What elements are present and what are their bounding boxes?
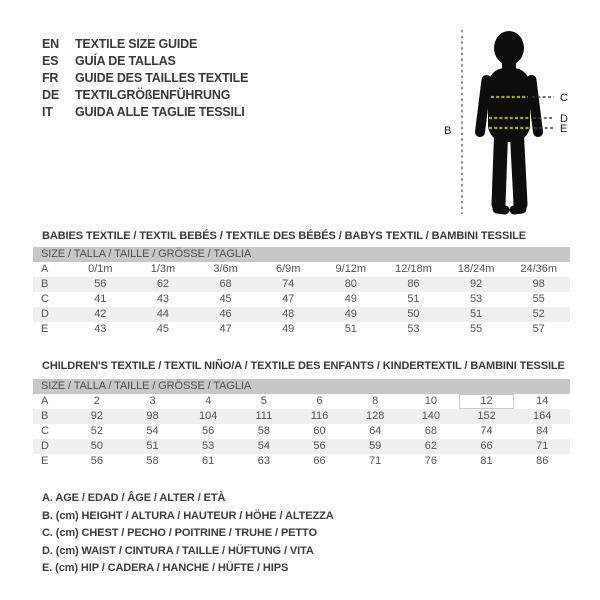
table-row	[33, 262, 570, 277]
child-measurement-figure	[440, 18, 590, 230]
table-cell: 0/1m	[88, 263, 113, 275]
table-cell: 57	[532, 323, 545, 335]
table-cell: 48	[282, 308, 295, 320]
table-cell: 12	[459, 394, 515, 409]
table-cell: 116	[310, 410, 329, 422]
table-cell: 55	[469, 323, 483, 335]
language-label: GUIDA ALLE TAGLIE TESSILI	[75, 105, 245, 119]
table-cell: 58	[257, 425, 270, 437]
table-cell: 84	[536, 425, 549, 437]
legend-line-hip: E. (cm) HIP / CADERA / HANCHE / HÜFTE / HIPS	[42, 562, 289, 574]
table-cell: 152	[477, 410, 496, 422]
table-cell: 140	[421, 410, 441, 422]
label-waist-d: D	[560, 113, 568, 125]
table-cell: 68	[219, 278, 232, 290]
table-cell: 86	[536, 455, 549, 467]
language-row-de	[42, 87, 248, 104]
table-cell: 47	[282, 293, 295, 305]
table-cell: 66	[480, 440, 493, 452]
table-cell: 2	[93, 395, 100, 407]
language-label: GUÍA DE TALLAS	[75, 54, 176, 68]
language-label: TEXTILE SIZE GUIDE	[75, 37, 198, 51]
table-cell: 86	[407, 278, 420, 290]
table-cell: 61	[202, 455, 215, 467]
table-cell: 111	[255, 410, 273, 422]
language-row-it	[42, 104, 248, 121]
table-row	[33, 409, 570, 424]
legend-line-age: A. AGE / EDAD / ÂGE / ALTER / ETÀ	[42, 492, 226, 504]
language-label: GUIDE DES TAILLES TEXTILE	[75, 71, 249, 85]
table-cell: 18/24m	[457, 263, 495, 275]
table-cell: 14	[536, 395, 549, 407]
row-label: E	[41, 455, 49, 467]
table-cell: 53	[202, 440, 215, 452]
language-row-fr	[42, 70, 248, 87]
table-cell: 46	[219, 308, 232, 320]
table-cell: 63	[257, 455, 270, 467]
table-cell: 51	[407, 293, 420, 305]
table-cell: 52	[90, 425, 103, 437]
table-cell: 5	[260, 395, 267, 407]
table-row	[33, 322, 570, 337]
table-cell: 59	[369, 440, 382, 452]
label-hip-e: E	[560, 123, 568, 135]
table-cell: 4	[205, 395, 212, 407]
table-cell: 12/18m	[395, 263, 432, 275]
table-cell: 68	[424, 425, 437, 437]
table-row	[33, 292, 570, 307]
table-cell: 74	[480, 425, 493, 437]
table-cell: 49	[344, 308, 357, 320]
child-silhouette-icon	[440, 18, 590, 230]
silhouette-shape	[480, 31, 538, 210]
table-cell: 62	[424, 440, 437, 452]
table-cell: 43	[156, 293, 170, 305]
table-cell: 74	[282, 278, 295, 290]
table-cell: 6	[316, 395, 323, 407]
table-cell: 44	[156, 308, 170, 320]
table-cell: 24/36m	[520, 263, 558, 275]
table-cell: 49	[282, 323, 295, 335]
row-label: C	[41, 293, 49, 305]
table-cell: 60	[313, 425, 326, 437]
table-cell: 49	[344, 293, 357, 305]
language-row-en	[42, 36, 248, 53]
table-cell: 62	[156, 278, 170, 290]
size-header-bar: SIZE / TALLA / TAILLE / GRÖSSE / TAGLIA	[33, 379, 570, 394]
table-cell: 66	[313, 455, 326, 467]
row-label: B	[41, 410, 49, 422]
language-row-es	[42, 53, 248, 70]
label-chest-c: C	[560, 92, 568, 104]
table-cell: 51	[146, 440, 159, 452]
table-cell: 92	[469, 278, 483, 290]
table-cell: 42	[94, 308, 107, 320]
language-code: FR	[42, 71, 59, 85]
language-label: TEXTILGRÖßENFÜHRUNG	[75, 88, 231, 102]
table-row	[33, 394, 570, 409]
table-cell: 54	[257, 440, 270, 452]
row-label: A	[41, 395, 49, 407]
table-cell: 56	[313, 440, 326, 452]
table-cell: 64	[369, 425, 382, 437]
table-cell: 3/6m	[213, 263, 238, 275]
table-cell: 50	[90, 440, 103, 452]
table-cell: 54	[146, 425, 159, 437]
table-cell: 6/9m	[275, 263, 301, 275]
table-cell: 71	[536, 440, 549, 452]
table-cell: 47	[219, 323, 232, 335]
row-label: D	[41, 308, 49, 320]
label-height-b: B	[444, 125, 452, 137]
table-cell: 92	[90, 410, 103, 422]
children-table-title: CHILDREN'S TEXTILE / TEXTIL NIÑO/A / TEXTILE DES ENFANTS / KINDERTEXTIL / BAMBINI TESSILE	[42, 360, 565, 372]
table-row	[33, 439, 570, 454]
language-code: DE	[42, 88, 59, 102]
measurement-legend	[42, 490, 334, 578]
table-cell: 51	[469, 308, 483, 320]
table-cell: 56	[94, 278, 107, 290]
row-label: B	[41, 278, 49, 290]
language-list	[42, 36, 248, 121]
table-cell: 3	[149, 395, 156, 407]
legend-line-waist: D. (cm) WAIST / CINTURA / TAILLE / HÜFTUNG / VITA	[42, 544, 314, 557]
table-cell: 43	[94, 323, 107, 335]
table-cell: 56	[202, 425, 215, 437]
table-cell: 8	[372, 395, 379, 407]
table-row	[33, 454, 570, 469]
table-cell: 10	[424, 395, 437, 407]
table-cell: 45	[219, 293, 232, 305]
row-label: D	[41, 440, 49, 452]
children-table-body	[33, 394, 570, 469]
language-code: IT	[42, 105, 53, 119]
table-cell: 52	[532, 308, 545, 320]
table-cell: 81	[480, 455, 493, 467]
table-cell: 53	[469, 293, 483, 305]
table-row	[33, 277, 570, 292]
row-label: E	[41, 323, 49, 335]
table-cell: 51	[344, 323, 357, 335]
table-cell: 9/12m	[335, 263, 367, 275]
table-cell: 56	[90, 455, 103, 467]
language-code: ES	[42, 54, 59, 68]
table-cell: 98	[532, 278, 545, 290]
babies-size-table	[33, 247, 570, 337]
row-label: C	[41, 425, 49, 437]
legend-line-height: B. (cm) HEIGHT / ALTURA / HAUTEUR / HÖHE / ALTEZZA	[42, 509, 334, 522]
children-size-table	[33, 379, 570, 469]
babies-table-title: BABIES TEXTILE / TEXTIL BEBÉS / TEXTILE DES BÉBÉS / BABYS TEXTIL / BAMBINI TESSILE	[42, 230, 527, 242]
babies-table-body	[33, 262, 570, 337]
table-cell: 55	[532, 293, 545, 305]
table-row	[33, 307, 570, 322]
legend-line-chest: C. (cm) CHEST / PECHO / POITRINE / TRUHE / PETTO	[42, 527, 317, 539]
table-cell: 128	[366, 410, 385, 422]
table-cell: 45	[156, 323, 170, 335]
table-cell: 53	[407, 323, 420, 335]
table-cell: 71	[369, 455, 382, 467]
table-cell: 164	[533, 410, 552, 422]
language-code: EN	[42, 37, 59, 51]
table-row	[33, 424, 570, 439]
table-cell: 104	[199, 410, 218, 422]
table-cell: 1/3m	[150, 263, 176, 275]
table-cell: 98	[146, 410, 159, 422]
table-cell: 50	[407, 308, 420, 320]
table-cell: 58	[146, 455, 159, 467]
table-cell: 80	[344, 278, 357, 290]
table-cell: 76	[424, 455, 437, 467]
row-label: A	[41, 263, 49, 275]
size-header-bar: SIZE / TALLA / TAILLE / GRÖSSE / TAGLIA	[33, 247, 570, 262]
table-cell: 41	[94, 293, 107, 305]
